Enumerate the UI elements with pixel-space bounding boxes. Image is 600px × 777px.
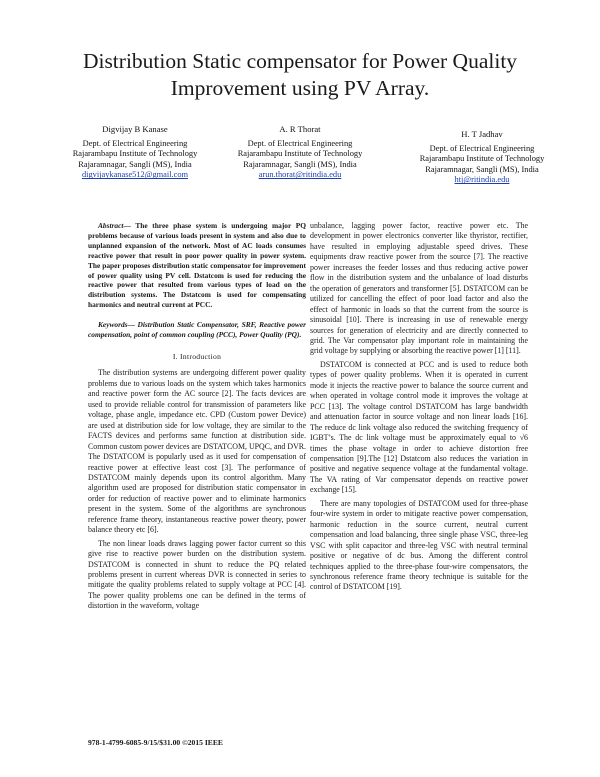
author-location: Rajaramnagar, Sangli (MS), India bbox=[78, 159, 192, 169]
body-paragraph: There are many topologies of DSTATCOM used for three-phase four-wire system in order to mitigate reactive power compensation, harmonic reduction in the source current, neutral current compensation and load balancing, three single phase VSC, three-leg VSC with split capacitor and three-leg VSC with neutral terminal positive or negative of dc bus. Among the different control techniques applied to the three-phase four-wire compensators, the synchronous reference frame theory technique is suitable for the control of DSTATCOM [19]. bbox=[310, 498, 528, 592]
author-institute: Rajarambapu Institute of Technology bbox=[237, 149, 363, 159]
author-institute: Rajarambapu Institute of Technology bbox=[72, 149, 198, 159]
author-name: A. R Thorat bbox=[279, 124, 321, 134]
copyright-footer: 978-1-4799-6085-9/15/$31.00 ©2015 IEEE bbox=[88, 738, 223, 747]
author-email-link[interactable]: htj@ritindia.edu bbox=[454, 175, 510, 185]
body-paragraph: DSTATCOM is connected at PCC and is used to reduce both types of power quality problems. When it is operated in current mode it injects the reactive power to balance the source current and when operated in voltage control mode it improves the voltage at PCC [13]. The voltage control DSTATCOM has large bandwidth and attenuation factor in source voltage and non linear loads [16]. The reduce dc link voltage also reduced the switching frequency of IGBT’s. The dc link voltage must be approximately equal to √6 times the phase voltage in order to achieve distortion free compensation [9].The [12] Dstatcom also reduces the variation in positive and negative sequence voltage at the fundamental voltage. The VA rating of Var compensator depends on reactive power exchange [15]. bbox=[310, 359, 528, 495]
body-paragraph: unbalance, lagging power factor, reactive power etc. The development in power electronics converter like thyristor, rectifier, have resulted in employing adjustable speed drives. These equipments draw reactive power from the source [7]. The reactive power increases the feeder losses and thus reducing active power flow in the distribution system and the unbalance of load disturbs the operation of generators and transformer [5]. DSTATCOM can be utilized for cancelling the effect of poor load factor and also the effect of harmonic in loads so that the current from the source is sinusoidal [10]. There is increasing in use of renewable energy sources for generation of electricity and are directly connected to grid. The Var compensator play important role in maintaining the grid voltage by supplying or absorbing the reactive power [1] [11]. bbox=[310, 221, 528, 356]
author-name: H. T Jadhav bbox=[461, 129, 503, 139]
author-block-3 bbox=[398, 129, 566, 186]
paper-title: Distribution Static compensator for Power Quality Improvement using PV Array. bbox=[82, 49, 518, 100]
author-name: Digvijay B Kanase bbox=[102, 124, 168, 134]
body-paragraph: The non linear loads draws lagging power factor current so this give rise to reactive power burden on the distribution system. DSTATCOM is connected in shunt to reduce the PQ related problems present in current whereas DVR is connected in series to mitigate the quality problems related to supply voltage at PCC [4]. The power quality problems one can be defined in the terms of distortion in the waveform, voltage bbox=[88, 538, 306, 611]
author-dept: Dept. of Electrical Engineering bbox=[247, 138, 353, 148]
author-institute: Rajarambapu Institute of Technology bbox=[419, 154, 545, 164]
body-paragraph: The distribution systems are undergoing different power quality problems due to various loads on the system which takes harmonics and reactive power form the AC source [2]. The facts devices are used to provide reliable control for transmission of parameters like voltage, phase angle, impedance etc. CPD (Custom power Device) are used at distribution side for low voltage, they are similar to the FACTS devices and performs same function at distribution side. Common custom power devices are DSTATCOM, UPQC, and DVR. The DSTATCOM is popularly used as it used for compensation of reactive power at effective least cost [3]. The performance of DSTATCOM mainly depends upon its control algorithm. Many algorithm used are proposed for distribution static compensator in order for reduction of reactive power and to eliminate harmonics present in the system. Some of the algorithms are synchronous reference frame theory, instantaneous reactive power theory, power balance theory etc [6]. bbox=[88, 368, 306, 535]
author-dept: Dept. of Electrical Engineering bbox=[82, 138, 188, 148]
section-heading: I. Introduction bbox=[172, 351, 222, 361]
abstract-lead: Abstract— bbox=[98, 221, 131, 230]
left-column bbox=[88, 221, 306, 612]
author-email-link[interactable]: digvijaykanase512@gmail.com bbox=[81, 170, 189, 180]
abstract-text: The three phase system is undergoing major PQ problems because of various loads present in system and also due to unplanned expansion of the network. Most of AC loads consumes reactive power that result in poor power quality in power system. The paper proposes distribution static compensator for improvement of power quality using PV cell. Dstatcom is used for reducing the reactive power that resulted from various types of load on the distribution systems. The Dstatcom is used for compensating harmonics and neutral current at PCC. bbox=[88, 221, 306, 310]
author-location: Rajaramnagar, Sangli (MS), India bbox=[243, 159, 357, 169]
right-column bbox=[310, 221, 528, 593]
keywords: Keywords— Distribution Static Compensator, SRF, Reactive power compensation, point of common coupling (PCC), Power Quality (PQ). bbox=[88, 320, 306, 340]
author-location: Rajaramnagar, Sangli (MS), India bbox=[425, 164, 539, 174]
author-email-link[interactable]: arun.thorat@ritindia.edu bbox=[258, 170, 342, 180]
abstract bbox=[88, 221, 306, 310]
author-block-1 bbox=[60, 124, 210, 181]
author-dept: Dept. of Electrical Engineering bbox=[429, 143, 535, 153]
author-block-2 bbox=[225, 124, 375, 181]
